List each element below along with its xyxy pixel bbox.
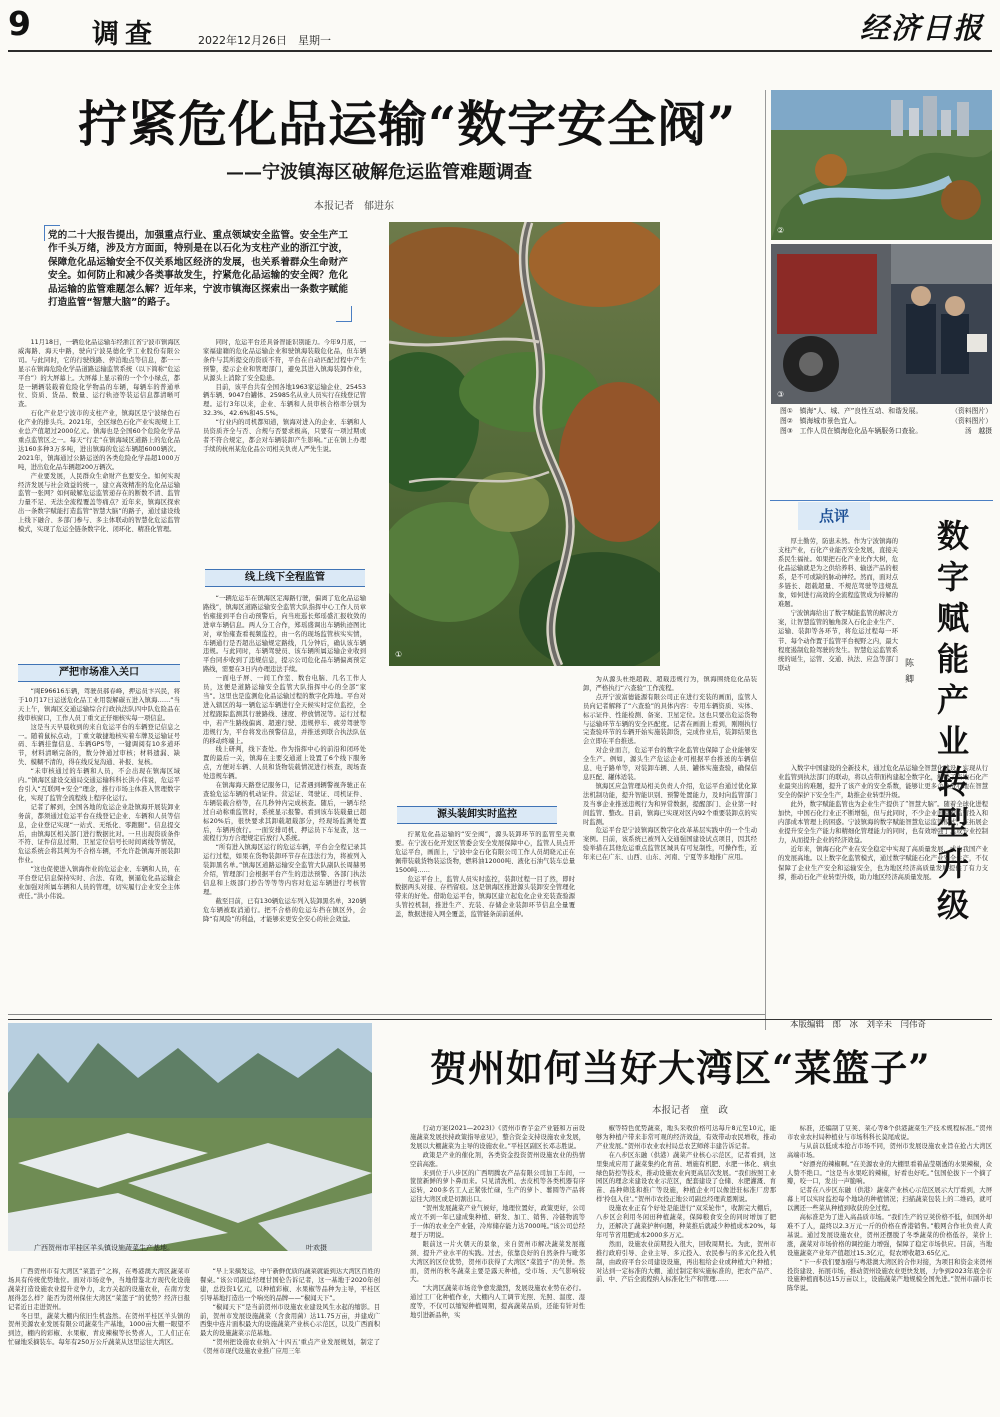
paragraph: “贺州发展蔬菜产业气候好，地理位置好，政策更好，公司成立不到一年已建成集种植、研发、加工、销售、冷链物流等于一体的农业全产业链，冷库储存能力达7000吨。”该公司总经理于万明说。 bbox=[410, 1205, 585, 1239]
article1-lead: 党的二十大报告提出，加强重点行业、重点领域安全监管。安全生产工作千头万绪，涉及方方面面，特别是在以石化为支柱产业的浙江宁波，保障危化品运输安全不仅关系地区经济的发展，也关系着群众生命财产安全。如何防止和减少各类事故发生，拧紧危化品运输的安全阀？危化品运输的监管难题怎么解？近年来，宁波市镇海区探索出一条数字赋能打造监管“智慧大脑”的路子。 bbox=[48, 230, 348, 309]
paragraph: 线上研判，线下查处。作为指挥中心的前沿和闭环处置的最后一关，镇海在主要交通道上设置了6个线下服务点，方便对车辆、人员和货物装载情况进行核查，现场查处违规车辆。 bbox=[203, 746, 366, 781]
paragraph: 广西贺州市有大湾区“菜篮子”之称，在粤港澳大湾区蔬菜市场具有传统优势地位。面对市场竞争，当地借鉴北方现代化设施蔬菜打造设施农业提升竞争力，北方关起的设施农业，在南方发展得怎么样？能否为贺州保住大湾区“菜篮子”的优势？经济日报记者近日走进贺州。 bbox=[8, 1268, 190, 1311]
article2-photo-credit: 叶欢摄 bbox=[306, 1244, 327, 1252]
article1-column-1 bbox=[18, 339, 180, 657]
commentary-body-lower bbox=[778, 764, 988, 992]
masthead-rule bbox=[8, 50, 992, 52]
newspaper-brand: 经济日报 bbox=[859, 11, 984, 45]
caption-line: 图③ 工作人员在镇海危化品车辆服务口查验。 汤 越摄 bbox=[780, 427, 992, 435]
paragraph: 拧紧危化品运输的“安全阀”，源头装卸环节的监管至关重要。在宁波石化开发区管委会安全发展保障中心，监管人员点开危运平台，画面上，宁波中金石化有限公司工作人员胡晓元正在佩带装载货物装运货物，燃料油12000吨、液化石油气装车总量1500吨…… bbox=[395, 831, 575, 874]
photo-city-view bbox=[771, 90, 992, 240]
inspection-illustration bbox=[771, 244, 992, 404]
paragraph: 高标准是为了进入高品质市场。“我们生产的豆荚价格不低，但国外却难不了人，最终以2.3万元一斤的价格在香港销售。”粮网合作社负责人黄基说。通过发展设施农业，贺州还摆脱了冬季蔬菜的价格低谷，菜价上涨，蔬菜对市场价格的调控能力增强，保障了稳定市场供应。目前，当地设施蔬菜产业年产值超过15.3亿元，促农增收超3.65亿元。 bbox=[787, 1214, 992, 1257]
paragraph: 对企业而言，危运平台的数字化监管也保障了企业能够安全生产。例如，源头生产危运企业可根据平台推送的车辆信息、电子路单等，对装卸车辆、人员、罐体实施查验，确保信息匹配、罐体适装。 bbox=[583, 747, 757, 781]
article2-title: 贺州如何当好大湾区“菜篮子” bbox=[430, 1046, 931, 1090]
subhead-source-monitoring: 源头装卸实时监控 bbox=[397, 806, 557, 824]
paragraph: 点开宁波富德能源有限公司正在进行充装的画面，监管人员向记者解释了“六查验”的具体内容：专用车辆资质、实体、标示证件、性能检测、备案、卫星定位。这也只要出危运货物与运输环节车辆的安全匹配度。记者在画面上看到，刚刚执行完查验环节的车辆开始实施装卸货，完成作业后，装卸结果也会立即在平台推送。 bbox=[583, 693, 757, 746]
paragraph: “一辆危运车在镇海区定海路行驶，偏离了危化品运输路线”，镇海区道路运输安全监管大队指挥中心工作人员章怡雍接到平台自动预警后，向当班巡长郑瑶盛汇报收敛的进章车辆信息。两人分工合作，郑瑶盛调出车辆轨迹图比对，章怡雍查看视频监控，由一名的现场监管核实实情，车辆通行是否超出运输规定路线，几分钟后，确认该车辆违规。与此同时，车辆驾驶员、该车辆所属运输企业收到平台同步收到了违规信息，提示公司危化品车辆偏离预定路线，需要在3日内办理违法手续。 bbox=[203, 595, 366, 674]
article1-title: 拧紧危化品运输“数字安全阀” bbox=[78, 95, 737, 153]
greenhouse-illustration bbox=[8, 1023, 372, 1251]
paragraph: 记者了解到，全国各地的危运企业赴镇海开展装卸业务前，都须通过危运平台在线登记企业、车辆和人员等信息，企业登记实现“一站式、无纸化、零跑腿”。信息提交后，由镇海区相关部门进行数据比对。一旦出现资质条件不符、证件信息过期、卫星定位信号长时间离线等情况，危运系统会将其判为不合格车辆，不允许赴镇海开展装卸作业。 bbox=[18, 803, 180, 865]
paragraph: 入数字中国建设的全新技术，通过危化品运输全智慧化建设，实现从行业监管到执法部门的联动，将以点带面构建起全数字化，解决了当地石化产业最突出的难题，提升了该产业的安全系数，能够让更多企业放心地在智慧安全的保护下安全生产，助推企业转型升级。 bbox=[778, 765, 988, 800]
article2-byline: 本报记者 童 政 bbox=[652, 1105, 729, 1116]
paragraph: 目前，该平台共有全国各地1963家运输企业、25453辆车辆、9047台罐体、25985名从业人员实行在线登记管理。运行3年以来，企业、车辆和人员审核合格率分别为32.3%、42.6%和45.5%。 bbox=[203, 383, 366, 418]
article1-column-2b bbox=[203, 595, 366, 1011]
paragraph: “好漂亮的辣椒啊。”在美源农业的大棚里看着晶莹剔透的水果辣椒，众人赞不绝口。“这是当水果吃的辣椒，好看也好吃。”包国伦拔下一个摘了瓣，咬一口，发出一声脆响。 bbox=[787, 1160, 992, 1186]
article2-column-2 bbox=[200, 1268, 380, 1408]
paragraph: 危运平台上，监管人员实时监控，装卸过程一目了然，即时数据两头对接、存档留痕。这是镇海区推进源头装卸安全管理化带来的好处。借助危运平台，镇海区建立起危化企业充装查验源头管控机制，推进生产、充装、存储企业装卸环节信息全量覆盖，数据进接入网全覆盖，监管链条前前延伸。 bbox=[395, 875, 575, 919]
issue-date: 2022年12月26日 星期一 bbox=[198, 34, 331, 47]
commentary-body-upper bbox=[778, 537, 898, 763]
paragraph: 设施农业正有个好处是能进行“双采轮作”，收割完大棚后，八步区会利用冬闲田种植蔬菜，保障粮食安全的同时增加了肥力，还解决了蔬菜护种问题，种菜推后就减少种植成本20%，每年可节省用肥成本2000多万元。 bbox=[596, 1205, 776, 1239]
paragraph: 来到位于八步区的广西明腾农产品有限公司加工车间，一筐筐新鲜的萝卜鼻而来。只见清洗机、去皮机等各类机器有序运转，200多名工人正紧张忙碌，生产的萝卜、薯圆等产品将运往大湾区或是切割出口。 bbox=[410, 1169, 585, 1204]
commentary-title: 数字赋能产业转型升级 bbox=[936, 517, 969, 924]
photo-inspection bbox=[771, 244, 992, 404]
paragraph: 标准，还编制了豆荚、菜心等8个供港蔬菜生产技术规程标准。”贺州市农业农村局种植业与市场科科长莫尾成说。 bbox=[787, 1125, 992, 1141]
article2-column-4 bbox=[596, 1125, 776, 1409]
photo-zhenhai-park bbox=[389, 222, 660, 666]
paragraph: 眼前这一片火朝天的景象，来自贺州市解决蔬菜发展瓶颈、提升产业水平的实践。过去，依靠良好的自然条件与毗邻大湾区的区位优势，贺州市获得了大湾区“菜篮子”的美誉。然而，贺州的秋冬蔬菜主要是露天种植，受市场、天气影响较大。 bbox=[410, 1240, 585, 1284]
paragraph: 危运平台是宁波镇海区数字化改革基层实践中的一个生动案例。目前，该系统已被列入交通强国建设试点项目，因其经验举措在其他危运重点监管区城具有可复制性，可操作性，近年来已在广东、山西、山东、河南、宁夏等多地推广应用。 bbox=[583, 827, 757, 862]
article1-column-1b bbox=[18, 688, 180, 1010]
article2-column-5 bbox=[787, 1125, 992, 1409]
paragraph: 与从前以低成本抢占市场不同，贺州市发展设施农业旨在抢占大湾区高端市场。 bbox=[787, 1142, 992, 1159]
paragraph: “椒闻天下”是当前贺州市设施农业建设风生水起的缩影。目前，贺州市发展设施蔬菜（含食用菌）达11.75万亩，并建成广西集中连片面积最大的设施蔬菜产业核心示范区，以及广西面积最大的设施蔬菜示范基地。 bbox=[200, 1303, 380, 1338]
paragraph: 厚土勤劳，防患未然。作为宁波镇海的支柱产业，石化产业能否安全发展，直接关系民生福祉。如果把石化产业比作大树，危化品运输就是为之供给养料、输送产品的根系，是不可或缺的脉动神经。然而，面对点多链长、超载超量、不规范驾驶等违规乱象，如何进行高效的全流程监管成为待解的难题。 bbox=[778, 538, 898, 609]
paragraph: 此外，数字赋能监管也为企业生产提供了“智慧大脑”。随着全球化进程加快，中国石化行业正不断增强，但与此同时，不少企业面临着监管投入和内部成本管理上的困惑。宁波镇海的数字赋能智慧危运监管模式，在拓展企业提升安全生产能力和精细化管理能力的同时，也有效增强了其或专业控制力，从而提升企业的经济效益。 bbox=[778, 801, 988, 845]
page-number: 9 bbox=[8, 4, 30, 43]
paragraph: 然而，设施农业前期投入很大，回收周期长。为此，贺州市推行政府引导、企业主导、多元投入、农民参与的多元化投入机制，由政府平台公司建设设施，再出租给企业或种植大户种植；对达到一定标准的大棚、通过制定和实施标准的，把农产品产、前、中、产后全流程纳入标准化生产和管理…… bbox=[596, 1240, 776, 1284]
paragraph: 为从源头杜绝超载、超载违规行为，镇海围绕危化品装卸，严格执行“六查验”工作流程。 bbox=[583, 676, 757, 692]
section-name: 调查 bbox=[92, 19, 158, 50]
section-divider bbox=[8, 1019, 992, 1020]
paragraph: 政策是产业的催化剂，各类资金投资贺州设施农业的热情空前高涨。 bbox=[410, 1151, 585, 1168]
paragraph: 在八步区东融（供港）蔬菜产业核心示范区，记者看到，这里集成应用了蔬菜集约化育苗、增施有机肥、水肥一体化、病虫绿色防控等技术，推动设施农业向更高层次发展。“我们按照工业园区的理念来建设农业示范区，配套建设了仓储、水肥灌溉、育苗、品种筛选和推广等设施，种植企业可以像进驻标准厂房那样‘拎包入住’。”贺州市农投正地公司副总经理黄恩刚说。 bbox=[596, 1151, 776, 1204]
right-photo-captions bbox=[780, 406, 992, 436]
article1-column-3b bbox=[583, 676, 757, 1012]
park-illustration bbox=[389, 222, 660, 666]
article1-byline: 本报记者 郁进东 bbox=[314, 201, 394, 212]
caption-line: 图① 镇海“人、城、产”良性互动、和谐发展。 （资料图片） bbox=[780, 407, 992, 415]
paragraph: 冬日里，蔬菜大棚内依旧生机盎然。在贺州平桂区羊头镇的贺州美源农业发展有限公司蔬菜生产基地，1000亩大棚一眼望不到边，棚内的彩椒、水果椒、青皮辣椒等长势喜人，工人们正在忙碌地采摘装车。每年有250万公斤蔬菜从这里运往大湾区。 bbox=[8, 1312, 190, 1347]
article2-photo-caption: 广西贺州市平桂区羊头镇设施蔬菜生产基地。 bbox=[34, 1244, 174, 1252]
paragraph: 一面电子屏、一间工作室、数台电脑、几名工作人员，这便是道路运输安全监管大队指挥中心的全部“家当”。这里也是监测危化品运输过程的数字化阵地。平台对进入辖区的每一辆危运车辆进行全天候实时定位监控，全过程跟踪监测其行驶路线、速度、停放情况等。运行过程中，若产生路线偏离、超速行驶、违规停车、疲劳驾驶等违规行为，平台将发出预警信息，并推送到联合执法队伍的移动终端上。 bbox=[203, 675, 366, 745]
paragraph: 镇海区应急管理局相关负责人介绍，危运平台通过优化算法机制功能，提升智能识别、预警处置能力，及时向监管部门及当事企业推送违规行为和异常数据，提醒部门、企业第一时间监管、整改。目前，镇海已实现对区内92个重要装卸点的实时监测。 bbox=[583, 782, 757, 826]
paragraph: “闽E96616车辆，驾驶员郝春峰，押运员卞兴民，将于10月17日运送危化品工业用裂解碳五进入镇海……”当天上午，镇海区交通运输综合行政执法队四中队危险品在线审核窗口，工作人员丁重文正仔细核实每一项信息。 bbox=[18, 688, 180, 722]
paragraph: 这是当天早晨收到的来自危运平台的车辆登记信息之一。随着鼠标点动，丁重文敏捷地核实着车牌及运输证号码、车辆挂靠信息、车辆GPS等，一键调阅有10多道环节，材料清晰完备的，数分钟通过审核；材料遗漏、缺失、模糊不清的，得在线反复沟通、补报、复核。 bbox=[18, 723, 180, 767]
paragraph: 记者在八步区东融（供港）蔬菜产业核心示范区展示大厅看到，大屏幕上可以实时监控每个地块的种植情况；扫描蔬菜包装上的二维码，就可以溯还一些菜从种植到收获的全过程。 bbox=[787, 1187, 992, 1213]
subhead-online-offline: 线上线下全程监管 bbox=[205, 569, 365, 587]
paragraph: “行业内的司机都知道，镇海对进入的企业、车辆和人员资质齐全与否、合规与否要求极高，只要有一项过期或者不符合规定，都会对车辆装卸产生影响。”正在镇上办理手续的杭州某危化品公司相关负责人严先生说。 bbox=[203, 419, 366, 453]
column-divider bbox=[765, 90, 766, 1030]
paragraph: 椒等特色优势蔬菜，地头采收价格可达每斤8元至10元，能够为种植户带来非常可观的经济效益，有效带动农民增收，推动产业发展。”贺州市农业农村局总农艺师蒋丰建告诉记者。 bbox=[596, 1125, 776, 1150]
paragraph: “下一步我们要加强与粤港澳大湾区的合作对接，为项目和资金来贺州投资建设、拓展市场，推动贺州设施农业更快发展，力争到2023年底全市设施种植面积达15万亩以上，设施蔬菜产地规模全国先进。”贺州市副市长陈华说。 bbox=[787, 1258, 992, 1293]
city-illustration bbox=[771, 90, 992, 240]
paragraph: 截至目前，已有130辆危运车列入装卸黑名单，320辆危车辆被取消通行。把不合格的危运车挡在镇区外，会降“有风险”的利益，才能够来更安全安心的社会效益。 bbox=[203, 897, 366, 923]
subhead-market-access: 严把市场准入关口 bbox=[18, 664, 180, 682]
article1-column-3a bbox=[395, 831, 575, 1011]
paragraph: 在镇海海天路登记服务口，记者遇到辆警视奔驰正在查验危运车辆的机动证件。营运证、驾驶证、司机证件、车辆装载合格等，在几秒钟内完成核查。随后，一辆车经过自动称重监管时，系统显示报警。看到该车装载量已超标20%后，很快要求其卸载超载部分，经现场监测处置后，车辆再放行。一面安排司机、押运员下车复查，这一流程行为方合理规定后放行入系统。 bbox=[203, 782, 366, 843]
page-editors: 本版编辑 郎 冰 刘辛未 闫伟奇 bbox=[790, 1020, 927, 1030]
paragraph: “大湾区蔬菜市场竞争愈发激烈，发展设施农业势在必行。通过工厂化种植作业，大棚内人工调节光照、光照、温度、湿度等，不仅可以缩短种植周期，提高蔬菜品质，还能有针对性地引进新品种，实 bbox=[410, 1285, 585, 1320]
photo-number-label: ① bbox=[395, 650, 403, 659]
photo-vegetable-greenhouses bbox=[8, 1023, 372, 1251]
paragraph: “这也促使进入镇海作业的危运企业、车辆和人员，在平台登记信息保持实时、合法、有效，倒逼危化品运输企业加强对所属车辆和人员的管理，切实履行企业安全主体责任。”洪小伟说。 bbox=[18, 866, 180, 900]
commentary-tag: 点评 bbox=[798, 502, 870, 530]
article1-column-2a bbox=[203, 339, 366, 564]
caption-line: 图② 镇海城市景色宜人。 （资料图片） bbox=[780, 417, 992, 425]
paragraph: “未审核通过的车辆和人员，不会出现在镇海区域内。”镇海区建设交通局交通运输科科长洪小伟说，危运平台引入“互联网+安全”理念，推行市场主体准入管理数字化，实现了监管全流程线上程序化运行。 bbox=[18, 768, 180, 802]
photo-number-label: ② bbox=[777, 226, 785, 235]
section-divider bbox=[8, 1014, 765, 1015]
article1-subtitle: ——宁波镇海区破解危运监管难题调查 bbox=[226, 162, 532, 183]
paragraph: 同时，危运平台还具备智能识别能力。今年9月底，一家福建籍的危化品运输企业和驶镇海装载危化品，但车辆条件与其所提交的资质不符，平台在自动匹配过程中产生预警，提示企业和管理部门，避免其进入镇海装卸作业，从源头上消除了安全隐患。 bbox=[203, 339, 366, 382]
paragraph: “早上采摘发运，中午新鲜优质的蔬菜就能到达大湾区百姓的餐桌。”该公司副总经理甘国伦告诉记者，这一基地于2020年创建，总投资1亿元，以种植彩椒、水果椒等品种为主导，平桂区引导基地打造出一个响亮的品牌——“椒闻天下”。 bbox=[200, 1268, 380, 1302]
paragraph: 石化产业是宁波市的支柱产业，镇海区是宁波绿色石化产业的排头兵。2021年，全区绿色石化产业实现规上工业总产值超过2000亿元。镇海也是全国60个危险化学品重点监管区之一。每天“行走”在镇海域区道路上的危化品达160多种3万多吨，进出镇海的危运车辆超6000辆次。2021年，镇海通过公路运送的各类危险化学品超1000万吨，进出危化品车辆超200万辆次。 bbox=[18, 410, 180, 471]
article2-column-1 bbox=[8, 1268, 190, 1408]
paragraph: 行动方案(2021—2023)》《贺州市香芋金产业链和万亩设施蔬菜发展扶持政策指导意见》，整合资金支持设施农业发展，发展以大棚蔬菜为主导的设施农业。”平桂区副区长邓志胜说。 bbox=[410, 1125, 585, 1150]
photo-number-label: ③ bbox=[777, 390, 785, 399]
paragraph: 宁波镇海给出了数字赋能监管的解决方案，让智慧监管的触角深入石化企业生产、运输、装卸等各环节，将危运过程每一环节、每个动作置于监管平台视野之内，最大程度遏制危险驾驶的发生。智慧危运监管系统的诞生，运管、交通、执法、应急等部门联动 bbox=[778, 610, 898, 672]
commentary-author: 陈 卿 bbox=[905, 659, 924, 685]
paragraph: “贺州把设施农业纳入‘十四五’重点产业发展规划，制定了《贺州市现代设施农业推广应用三年 bbox=[200, 1339, 380, 1356]
article2-column-3 bbox=[410, 1125, 585, 1409]
paragraph: 近年来，镇海石化产业在安全稳定中实现了高质量发展，成为我国产业的发展高地。以上数字化监管模式，通过数字赋能石化产业安全生产，不仅保障了企业生产安全和运输安全，也为地区经济高质量发展提供了有力支撑，推动石化产业转型升级，助力地区经济高质量发展。 bbox=[778, 846, 988, 881]
paragraph: 产业要发展，人民群众生命财产也要安全。如何实现经济发展与社会效益的统一，建立高效精准的危化品运输监管一张网？如何破解危运监管递存在的断数不清、监管力量不足、无法全流程覆盖等痛点？近年来，镇海区探索出一条数字赋能打造监管“智慧大脑”的路子，通过建设线上线下融合、多部门参与、多主体联动的智慧化危运监管模式，实现了危运全链条数字化、闭环化、精准化管理。 bbox=[18, 472, 180, 534]
paragraph: 11月18日，一辆危化品运输车经浙江省宁波市镇海区威海路、海天中路，驶向宁波晃德化学工业股份有限公司。与此同时，它的行驶线路、停泊地点等信息，都一一显示在镇海危险化学品道路运输监管系统（以下简称“危运平台”）的大屏幕上。大屏幕上显示着的一个个小绿点，都是一辆辆装载着危险化学物品的车辆，每辆车的普通单位、资质、货品、数量、运行轨迹等装运信息都清晰可查。 bbox=[18, 339, 180, 409]
paragraph: “所有进入镇海区运行的危运车辆，平台会全程记录其运行过程，如果在货物装卸环节存在违法行为，将被列入装卸黑名单。”镇海区道路运输安全监管大队副队长周赫男介绍，管理部门会根据平台产生的违法预警、各部门执法信息和上级部门抄告等等等内容对危运车辆进行考核管理。 bbox=[203, 844, 366, 896]
